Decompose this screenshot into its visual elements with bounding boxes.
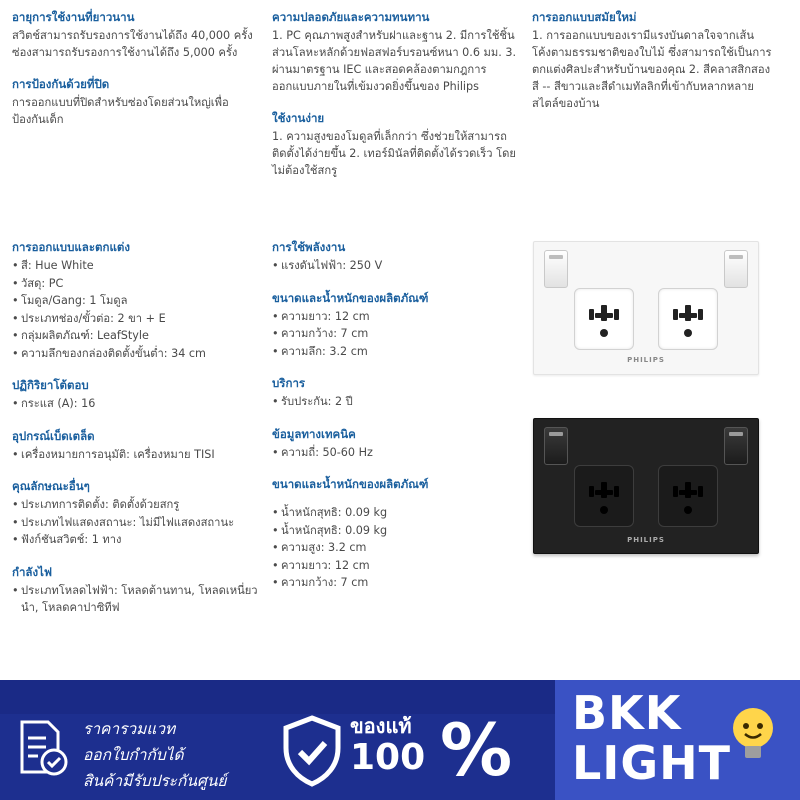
socket-right <box>658 288 718 350</box>
spec-item: • สี: Hue White <box>12 257 268 275</box>
socket-holes-icon <box>659 466 717 526</box>
spec-item: • ประเภทช่อง/ขั้วต่อ: 2 ขา + E <box>12 310 268 328</box>
specs-column-left <box>12 240 268 633</box>
feature-modern-design <box>532 10 772 112</box>
spec-list <box>272 257 522 275</box>
spec-group-title: ขนาดและน้ำหนักของผลิตภัณฑ์ <box>272 290 429 305</box>
spec-item: • แรงดันไฟฟ้า: 250 V <box>272 257 522 275</box>
spec-item: • รับประกัน: 2 ปี <box>272 393 522 411</box>
socket-holes-icon <box>575 466 633 526</box>
banner-line-warranty: สินค้ามีรับประกันศูนย์ <box>83 772 227 790</box>
socket-holes-icon <box>575 289 633 349</box>
spec-item: • ความถี่: 50-60 Hz <box>272 444 522 462</box>
spec-item: • ประเภทการติดตั้ง: ติดตั้งด้วยสกรู <box>12 496 268 514</box>
spec-group-service <box>272 376 522 411</box>
spec-group-interaction <box>12 378 268 413</box>
spec-list <box>272 308 522 361</box>
product-brand: PHILIPS <box>627 356 665 364</box>
spec-group-title: การใช้พลังงาน <box>272 240 346 254</box>
feature-title: การป้องกันด้วยที่ปิด <box>12 77 110 91</box>
banner-line-vat: ราคารวมแวท <box>83 720 176 738</box>
spec-group-other <box>12 479 268 549</box>
spec-group-misc <box>12 429 268 464</box>
feature-text: 1. PC คุณภาพสูงสำหรับฝาและฐาน 2. มีการใช้ชิ้นส่วนโลหะหลักด้วยฟอสฟอร์บรอนซ์หนา 0.6 มม. 3. ผ่านมาตรฐาน IEC และสอดคล้องตามกฎการออกแบบภายในที่เข้มงวดยิ่งขึ้นของ Philips <box>272 29 517 93</box>
feature-title: การออกแบบสมัยใหม่ <box>532 10 637 24</box>
specs-column-middle <box>272 240 522 608</box>
socket-holes-icon <box>659 289 717 349</box>
spec-item: • ฟังก์ชันสวิตช์: 1 ทาง <box>12 531 268 549</box>
spec-group-title: บริการ <box>272 376 306 390</box>
feature-column-1 <box>12 10 262 144</box>
spec-group-title: ข้อมูลทางเทคนิค <box>272 426 356 441</box>
spec-item: • วัสดุ: PC <box>12 275 268 293</box>
lightbulb-icon <box>728 702 778 772</box>
spec-list <box>12 582 268 617</box>
spec-group-title: อุปกรณ์เบ็ดเตล็ด <box>12 428 95 443</box>
feature-column-3 <box>532 10 772 128</box>
percent-sign: % <box>440 708 513 792</box>
spec-group-design <box>12 240 268 362</box>
socket-left <box>574 465 634 527</box>
spec-item: • ความกว้าง: 7 cm <box>272 574 522 592</box>
spec-list <box>272 444 522 462</box>
feature-title: ความปลอดภัยและความทนทาน <box>272 10 430 24</box>
feature-cover-protection <box>12 77 262 128</box>
shield-check-icon <box>280 714 344 788</box>
logo-line-1: BKK <box>572 686 682 740</box>
feature-title: อายุการใช้งานที่ยาวนาน <box>12 10 135 24</box>
spec-group-dimensions <box>272 291 522 361</box>
feature-text: 1. ความสูงของโมดูลที่เล็กกว่า ซึ่งช่วยให้สามารถติดตั้งได้ง่ายขึ้น 2. เทอร์มินัลที่ติดตั้งได้รวดเร็ว โดยไม่ต้องใช้สกรู <box>272 130 516 177</box>
feature-title: ใช้งานง่าย <box>272 111 325 125</box>
spec-item: • ความลึก: 3.2 cm <box>272 343 522 361</box>
spec-list <box>12 395 268 413</box>
spec-group-dimensions-weight <box>272 477 522 592</box>
product-image-white <box>533 241 759 375</box>
spec-item: • ความกว้าง: 7 cm <box>272 325 522 343</box>
spec-item: • ความยาว: 12 cm <box>272 308 522 326</box>
product-brand: PHILIPS <box>627 536 665 544</box>
feature-safety <box>272 10 520 95</box>
authentic-number: 100 <box>350 737 426 778</box>
switch-left <box>544 250 568 288</box>
spec-list <box>12 257 268 362</box>
feature-column-2 <box>272 10 520 195</box>
spec-list <box>272 504 522 592</box>
banner-text-block <box>83 716 227 794</box>
spec-group-title: การออกแบบและตกแต่ง <box>12 240 130 254</box>
promo-banner <box>0 680 800 800</box>
spec-group-title: กำลังไฟ <box>12 564 53 579</box>
spec-group-power <box>12 565 268 617</box>
bkk-light-logo <box>572 688 731 788</box>
document-check-icon <box>16 718 72 778</box>
switch-right <box>724 427 748 465</box>
banner-line-invoice: ออกใบกำกับได้ <box>83 746 184 764</box>
spec-list <box>12 496 268 549</box>
spec-item: • กระแส (A): 16 <box>12 395 268 413</box>
spec-group-title: ขนาดและน้ำหนักของผลิตภัณฑ์ <box>272 477 429 491</box>
spec-item: • ความยาว: 12 cm <box>272 557 522 575</box>
socket-left <box>574 288 634 350</box>
spec-item: • น้ำหนักสุทธิ: 0.09 kg <box>272 504 522 522</box>
switch-right <box>724 250 748 288</box>
authentic-badge <box>350 714 425 778</box>
authentic-label: ของแท้ <box>350 714 412 738</box>
spec-item: • น้ำหนักสุทธิ: 0.09 kg <box>272 522 522 540</box>
feature-text: 1. การออกแบบของเรามีแรงบันดาลใจจากเส้นโค้งตามธรรมชาติของใบไม้ ซึ่งสามารถใช้เป็นการตกแต่งศิลปะสำหรับบ้านของคุณ 2. สีคลาสสิกสองสี -- สีขาวและสีดำเมทัลลิกที่เข้ากับหลากหลายสไตล์ของบ้าน <box>532 29 772 110</box>
feature-easy-use <box>272 111 520 179</box>
switch-left <box>544 427 568 465</box>
socket-right <box>658 465 718 527</box>
spec-group-title: ปฏิกิริยาโต้ตอบ <box>12 378 89 392</box>
spec-item: • โมดูล/Gang: 1 โมดูล <box>12 292 268 310</box>
spec-list <box>12 446 268 464</box>
spec-list <box>272 393 522 411</box>
feature-text: สวิตช์สามารถรับรองการใช้งานได้ถึง 40,000 ครั้ง ซ่องสามารถรับรองการใช้งานได้ถึง 5,000 ครั้ง <box>12 29 253 59</box>
spec-group-title: คุณลักษณะอื่นๆ <box>12 479 90 493</box>
spec-item: • ประเภทไฟแสดงสถานะ: ไม่มีไฟแสดงสถานะ <box>12 514 268 532</box>
spec-group-energy <box>272 240 522 275</box>
spec-item: • กลุ่มผลิตภัณฑ์: LeafStyle <box>12 327 268 345</box>
spec-item: • ความสูง: 3.2 cm <box>272 539 522 557</box>
spec-item: • เครื่องหมายการอนุมัติ: เครื่องหมาย TISI <box>12 446 268 464</box>
feature-text: การออกแบบที่ปิดสำหรับซ่องโดยส่วนใหญ่เพื่อป้องกันเด็ก <box>12 96 229 126</box>
spec-item: • ความลึกของกล่องติดตั้งขั้นต่ำ: 34 cm <box>12 345 268 363</box>
product-image-black <box>533 418 759 554</box>
feature-longevity <box>12 10 262 61</box>
spec-group-technical <box>272 427 522 462</box>
logo-line-2: LIGHT <box>572 736 732 790</box>
spec-item: • ประเภทโหลดไฟฟ้า: โหลดต้านทาน, โหลดเหนี่ยวนำ, โหลดคาปาซิทีฟ <box>12 582 268 617</box>
